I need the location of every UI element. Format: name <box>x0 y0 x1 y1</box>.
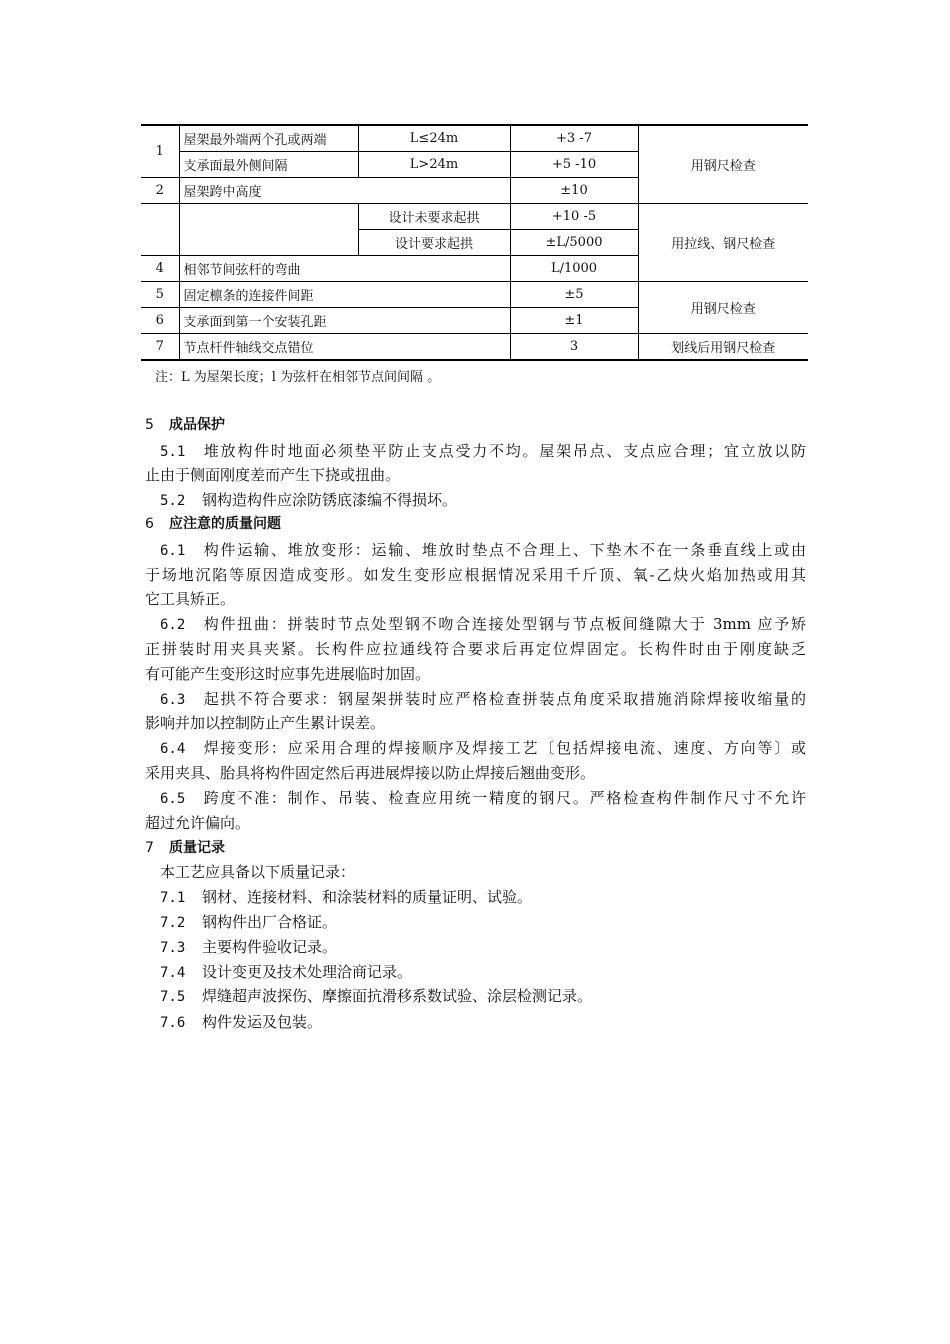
section-heading: 5 成品保护 <box>145 417 225 433</box>
tolerance-cell: ±1 <box>510 308 638 334</box>
row-number: 5 <box>141 282 179 308</box>
table-row <box>141 334 808 361</box>
condition-cell: 设计未要求起拱 <box>358 204 510 230</box>
row-number: 2 <box>141 178 179 204</box>
paragraph-line: 5.2 钢构造构件应涂防锈底漆编不得损坏。 <box>160 491 458 509</box>
paragraph-line: 正拼装时用夹具夹紧。长构件应拉通线符合要求后再定位焊固定。长构件时由于刚度缺乏 <box>145 640 806 658</box>
row-number <box>141 204 179 256</box>
paragraph-line: 6.1 构件运输、堆放变形：运输、堆放时垫点不合理上、下垫木不在一条垂直线上或由 <box>160 541 806 559</box>
table-row <box>141 204 808 230</box>
method-cell: 划线后用钢尺检查 <box>638 334 808 361</box>
tolerance-cell: 3 <box>510 334 638 361</box>
condition-cell: L>24m <box>358 152 510 178</box>
paragraph-line: 6.4 焊接变形：应采用合理的焊接顺序及焊接工艺〔包括焊接电流、速度、方向等〕或 <box>160 739 806 757</box>
record-item: 7.3 主要构件验收记录。 <box>160 938 338 956</box>
tolerance-cell: +5 -10 <box>510 152 638 178</box>
paragraph-line: 6.2 构件扭曲：拼装时节点处型钢不吻合连接处型钢与节点板间缝隙大于 3mm 应予矫 <box>160 615 806 633</box>
tolerance-cell: ±L/5000 <box>510 230 638 256</box>
paragraph-line: 它工具矫正。 <box>145 590 236 608</box>
item-cell: 屋架最外端两个孔或两端 <box>179 125 358 152</box>
item-cell: 支承面最外侧间隔 <box>179 152 358 178</box>
row-number: 1 <box>141 125 179 178</box>
row-number: 4 <box>141 256 179 282</box>
paragraph-line: 采用夹具、胎具将构件固定然后再进展焊接以防止焊接后翘曲变形。 <box>145 764 596 782</box>
tolerance-table <box>141 124 808 361</box>
section-heading: 6 应注意的质量问题 <box>145 516 281 532</box>
item-cell: 节点杆件轴线交点错位 <box>179 334 510 361</box>
condition-cell: 设计要求起拱 <box>358 230 510 256</box>
section-heading: 7 质量记录 <box>145 840 225 856</box>
tolerance-cell: L/1000 <box>510 256 638 282</box>
paragraph-line: 影响并加以控制防止产生累计误差。 <box>145 714 386 732</box>
row-number: 7 <box>141 334 179 361</box>
paragraph-line: 止由于侧面刚度差而产生下挠或扭曲。 <box>145 466 401 484</box>
table-note: 注：L 为屋架长度；l 为弦杆在相邻节点间间隔 。 <box>155 370 441 385</box>
item-cell: 相邻节间弦杆的弯曲 <box>179 256 510 282</box>
item-cell: 固定檩条的连接件间距 <box>179 282 510 308</box>
item-cell: 支承面到第一个安装孔距 <box>179 308 510 334</box>
method-cell: 用钢尺检查 <box>638 125 808 204</box>
record-item: 7.6 构件发运及包装。 <box>160 1013 323 1031</box>
tolerance-cell: +10 -5 <box>510 204 638 230</box>
record-item: 7.4 设计变更及技术处理洽商记录。 <box>160 963 413 981</box>
paragraph-line: 于场地沉陷等原因造成变形。如发生变形应根据情况采用千斤顶、氧-乙炔火焰加热或用其 <box>145 566 806 584</box>
paragraph-line: 6.3 起拱不符合要求：钢屋架拼装时应严格检查拼装点角度采取措施消除焊接收缩量的 <box>160 690 806 708</box>
method-cell: 用钢尺检查 <box>638 282 808 334</box>
record-item: 7.2 钢构件出厂合格证。 <box>160 913 338 931</box>
tolerance-cell: ±10 <box>510 178 638 204</box>
item-cell: 屋架跨中高度 <box>179 178 510 204</box>
record-item: 7.1 钢材、连接材料、和涂装材料的质量证明、试验。 <box>160 888 533 906</box>
record-item: 7.5 焊缝超声波探伤、摩擦面抗滑移系数试验、涂层检测记录。 <box>160 987 593 1005</box>
item-cell <box>179 204 358 256</box>
tolerance-cell: ±5 <box>510 282 638 308</box>
paragraph-line: 本工艺应具备以下质量记录： <box>160 863 356 881</box>
tolerance-cell: +3 -7 <box>510 125 638 152</box>
table-row <box>141 125 808 152</box>
table-row <box>141 282 808 308</box>
paragraph-line: 6.5 跨度不准：制作、吊装、检查应用统一精度的钢尺。严格检查构件制作尺寸不允许 <box>160 789 806 807</box>
row-number: 6 <box>141 308 179 334</box>
method-cell: 用拉线、钢尺检查 <box>638 204 808 282</box>
condition-cell: L≤24m <box>358 125 510 152</box>
paragraph-line: 5.1 堆放构件时地面必须垫平防止支点受力不均。屋架吊点、支点应合理；宜立放以防 <box>160 442 806 460</box>
paragraph-line: 超过允许偏向。 <box>145 814 251 832</box>
paragraph-line: 有可能产生变形这时应事先进展临时加固。 <box>145 665 431 683</box>
